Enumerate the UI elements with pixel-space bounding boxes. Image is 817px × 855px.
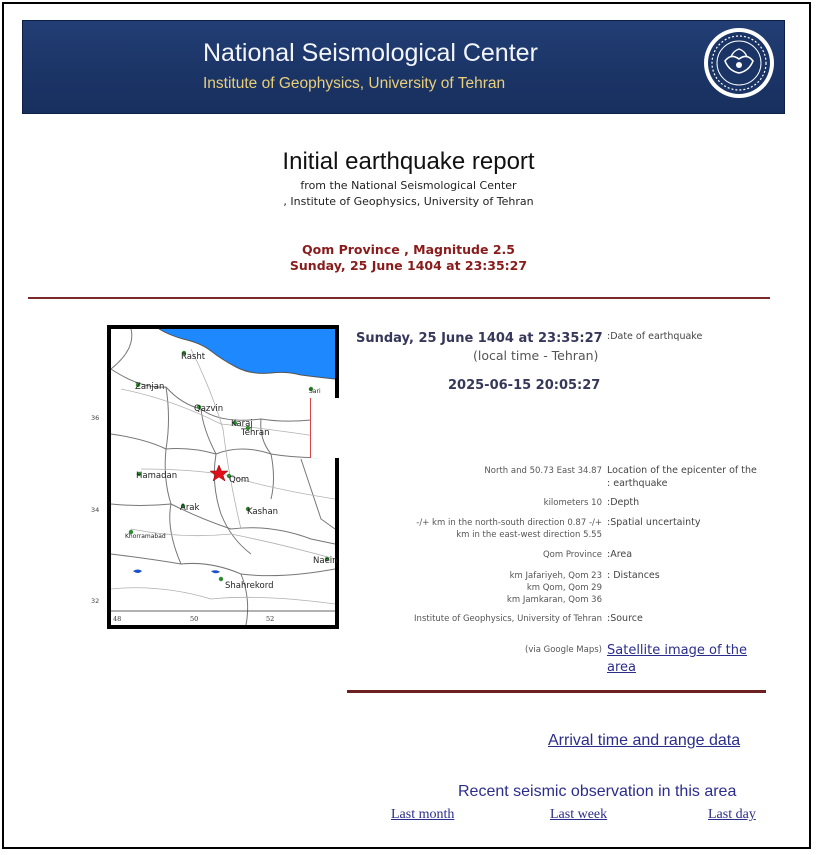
depth-value: kilometers 10: [543, 498, 602, 508]
distances-label: : Distances: [607, 570, 660, 581]
uncertainty-value-2: km in the east-west direction 5.55: [456, 530, 602, 540]
event-date-utc: 2025-06-15 20:05:27: [448, 378, 601, 393]
headline-location-magnitude: Qom Province , Magnitude 2.5: [302, 242, 515, 257]
location-label-2: : earthquake: [607, 478, 668, 489]
epicenter-star-icon: [210, 465, 228, 481]
report-title: Initial earthquake report: [282, 148, 535, 175]
redacted-region: [310, 398, 476, 458]
last-month-link[interactable]: Last month: [391, 807, 455, 822]
last-day-link[interactable]: Last day: [708, 807, 756, 822]
report-from-line1: from the National Seismological Center: [300, 179, 517, 192]
map-label-karaj: Karaj: [231, 419, 253, 429]
lon-tick-52: 52: [266, 615, 275, 623]
epicenter-map: [107, 325, 339, 629]
header-banner: [22, 20, 785, 114]
distance-3: km Jamkaran, Qom 36: [506, 595, 602, 605]
area-value: Qom Province: [542, 550, 602, 560]
report-from-line2: , Institute of Geophysics, University of Tehran: [283, 195, 534, 208]
location-value: North and 50.73 East 34.87: [484, 466, 602, 476]
map-label-qazvin: Qazvin: [194, 404, 224, 414]
lon-tick-50: 50: [190, 615, 199, 623]
last-week-link[interactable]: Last week: [550, 807, 608, 822]
lat-tick-32: 32: [91, 597, 100, 605]
map-label-arak: Arak: [180, 503, 200, 513]
university-logo-icon: [703, 27, 775, 99]
local-time-note: (local time - Tehran): [473, 348, 599, 363]
lon-tick-48: 48: [113, 615, 122, 623]
map-label-shahrekord: Shahrekord: [225, 581, 274, 591]
headline-date: Sunday, 25 June 1404 at 23:35:27: [289, 258, 528, 273]
site-title: National Seismological Center: [203, 39, 538, 67]
site-subtitle: Institute of Geophysics, University of Tehran: [203, 75, 506, 92]
map-label-rasht: Rasht: [181, 352, 206, 362]
uncertainty-value-1: -/+ km in the north-south direction 0.87 -/+: [416, 518, 602, 528]
map-label-zanjan: Zanjan: [135, 382, 165, 392]
satellite-image-link-1[interactable]: Satellite image of the: [607, 643, 747, 658]
recent-observation-heading: Recent seismic observation in this area: [458, 783, 737, 800]
lat-tick-34: 34: [91, 506, 100, 514]
satellite-via: (via Google Maps): [525, 645, 602, 655]
event-date-local: Sunday, 25 June 1404 at 23:35:27: [356, 331, 603, 346]
distance-1: km Jafariyeh, Qom 23: [509, 571, 602, 581]
map-svg: [111, 329, 338, 625]
map-label-khorramabad: Khorramabad: [125, 533, 166, 540]
arrival-time-link[interactable]: Arrival time and range data: [548, 732, 741, 749]
location-label-1: Location of the epicenter of the: [607, 465, 757, 476]
source-label: :Source: [607, 613, 643, 624]
map-label-sari: Sari: [309, 388, 321, 395]
details-divider: [347, 690, 766, 693]
map-label-qom: Qom: [229, 475, 250, 485]
depth-label: :Depth: [607, 497, 640, 508]
section-divider: [28, 297, 770, 299]
map-label-hamadan: Hamadan: [136, 471, 178, 481]
distance-2: km Qom, Qom 29: [526, 583, 602, 593]
area-label: :Area: [607, 549, 633, 560]
date-label: :Date of earthquake: [607, 331, 703, 342]
map-label-naein: Naein: [313, 556, 338, 566]
map-label-kashan: Kashan: [247, 507, 279, 517]
lat-tick-36: 36: [91, 414, 100, 422]
uncertainty-label: :Spatial uncertainty: [607, 517, 701, 528]
source-value: Institute of Geophysics, University of Tehran: [414, 614, 602, 624]
satellite-image-link-2[interactable]: area: [607, 660, 636, 675]
map-label-tehran: Tehran: [241, 428, 270, 438]
